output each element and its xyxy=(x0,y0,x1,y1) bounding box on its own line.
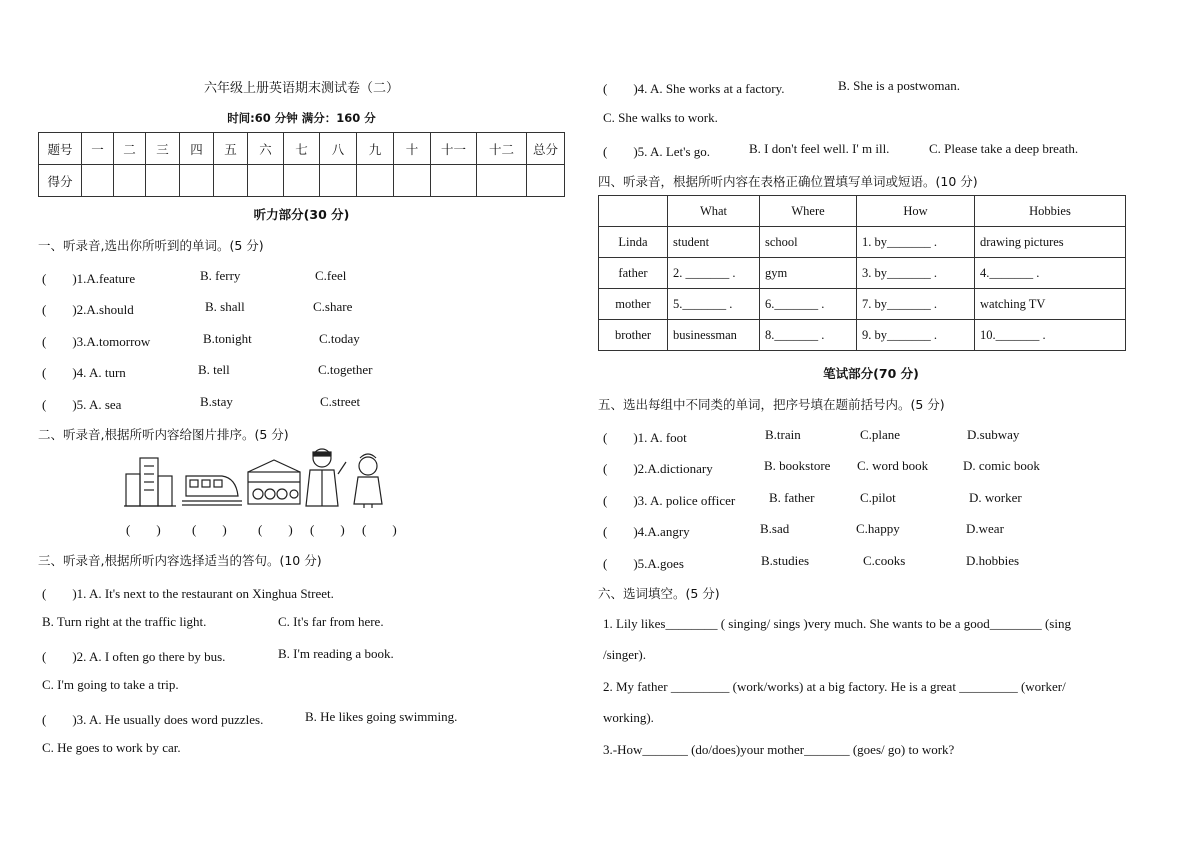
exam-subtitle: 时间:60 分钟 满分：160 分 xyxy=(227,111,376,125)
table-header-cell: Hobbies xyxy=(975,196,1126,227)
section-6-heading: 六、选词填空。(5 分) xyxy=(598,586,720,601)
building-icon xyxy=(124,458,176,506)
table-header-cell: How xyxy=(857,196,975,227)
table-cell[interactable]: 4._______ . xyxy=(975,258,1126,289)
listening-header: 听力部分(30 分) xyxy=(253,207,350,222)
score-input-cell[interactable] xyxy=(394,165,431,197)
score-input-cell[interactable] xyxy=(284,165,320,197)
table-cell: watching TV xyxy=(975,289,1126,320)
table-row xyxy=(599,320,1126,351)
score-input-cell[interactable] xyxy=(477,165,527,197)
section-3-heading: 三、听录音,根据所听内容选择适当的答句。(10 分) xyxy=(38,553,322,568)
score-cell: 题号 xyxy=(39,133,82,165)
score-cell: 二 xyxy=(114,133,146,165)
score-cell: 六 xyxy=(248,133,284,165)
info-table xyxy=(598,195,1126,351)
score-cell: 九 xyxy=(357,133,394,165)
score-input-cell[interactable] xyxy=(114,165,146,197)
table-row xyxy=(599,227,1126,258)
score-cell: 总分 xyxy=(527,133,565,165)
table-header-cell xyxy=(599,196,668,227)
section-2-heading: 二、听录音,根据所听内容给图片排序。(5 分) xyxy=(38,427,289,442)
score-cell: 三 xyxy=(146,133,180,165)
nurse-icon xyxy=(354,454,382,508)
score-cell: 十一 xyxy=(431,133,477,165)
table-header-cell: Where xyxy=(760,196,857,227)
score-cell: 七 xyxy=(284,133,320,165)
score-input-cell[interactable] xyxy=(82,165,114,197)
score-cell: 五 xyxy=(214,133,248,165)
table-cell[interactable]: 8._______ . xyxy=(760,320,857,351)
table-cell[interactable]: 10._______ . xyxy=(975,320,1126,351)
score-input-cell[interactable] xyxy=(320,165,357,197)
table-cell: mother xyxy=(599,289,668,320)
score-cell: 一 xyxy=(82,133,114,165)
table-cell[interactable]: 5._______ . xyxy=(668,289,760,320)
table-cell[interactable]: 7. by_______ . xyxy=(857,289,975,320)
score-input-cell[interactable] xyxy=(357,165,394,197)
table-cell[interactable]: 3. by_______ . xyxy=(857,258,975,289)
score-cell: 八 xyxy=(320,133,357,165)
table-cell[interactable]: 2. _______ . xyxy=(668,258,760,289)
table-cell[interactable]: 9. by_______ . xyxy=(857,320,975,351)
table-header-cell: What xyxy=(668,196,760,227)
score-table xyxy=(38,132,565,197)
score-table-header-row xyxy=(39,133,565,165)
table-row xyxy=(599,289,1126,320)
score-input-cell[interactable] xyxy=(431,165,477,197)
exam-title: 六年级上册英语期末测试卷（二） xyxy=(203,81,399,96)
table-cell[interactable]: 1. by_______ . xyxy=(857,227,975,258)
table-cell: school xyxy=(760,227,857,258)
score-cell: 十二 xyxy=(477,133,527,165)
table-cell: gym xyxy=(760,258,857,289)
doctor-icon xyxy=(306,449,346,506)
table-row xyxy=(599,258,1126,289)
table-cell: brother xyxy=(599,320,668,351)
fill-in-line: /singer). xyxy=(603,647,646,662)
writing-header: 笔试部分(70 分) xyxy=(823,366,919,381)
answer-bracket[interactable]: ( ) xyxy=(126,522,161,537)
fill-in-line: 3.-How_______ (do/does)your mother_______ (goes/ go) to work? xyxy=(603,742,955,757)
table-cell: father xyxy=(599,258,668,289)
answer-bracket[interactable]: ( ) xyxy=(310,522,345,537)
table-cell[interactable]: 6._______ . xyxy=(760,289,857,320)
fill-in-line: 2. My father _________ (work/works) at a big factory. He is a great _________ (worker/ xyxy=(603,679,1066,694)
info-table-header-row xyxy=(599,196,1126,227)
picture-strip xyxy=(124,446,394,508)
score-table-score-row xyxy=(39,165,565,197)
score-input-cell[interactable] xyxy=(146,165,180,197)
fill-in-line: working). xyxy=(603,710,654,725)
score-input-cell[interactable] xyxy=(180,165,214,197)
answer-bracket[interactable]: ( ) xyxy=(258,522,293,537)
score-input-cell[interactable] xyxy=(248,165,284,197)
table-cell: businessman xyxy=(668,320,760,351)
section-4-heading: 四、听录音，根据所听内容在表格正确位置填写单词或短语。(10 分) xyxy=(598,174,978,189)
score-cell: 十 xyxy=(394,133,431,165)
section-1-heading: 一、听录音,选出你所听到的单词。(5 分) xyxy=(38,238,264,253)
score-input-cell[interactable] xyxy=(527,165,565,197)
section-5-heading: 五、选出每组中不同类的单词，把序号填在题前括号内。(5 分) xyxy=(598,397,945,412)
score-cell: 四 xyxy=(180,133,214,165)
table-cell: student xyxy=(668,227,760,258)
score-input-cell[interactable] xyxy=(214,165,248,197)
theater-icon xyxy=(248,460,300,504)
fill-in-line: 1. Lily likes________ ( singing/ sings )very much. She wants to be a good________ (sing xyxy=(603,616,1071,631)
answer-bracket[interactable]: ( ) xyxy=(362,522,397,537)
answer-bracket[interactable]: ( ) xyxy=(192,522,227,537)
table-cell: Linda xyxy=(599,227,668,258)
score-row-label: 得分 xyxy=(39,165,82,197)
train-icon xyxy=(182,476,242,505)
table-cell: drawing pictures xyxy=(975,227,1126,258)
